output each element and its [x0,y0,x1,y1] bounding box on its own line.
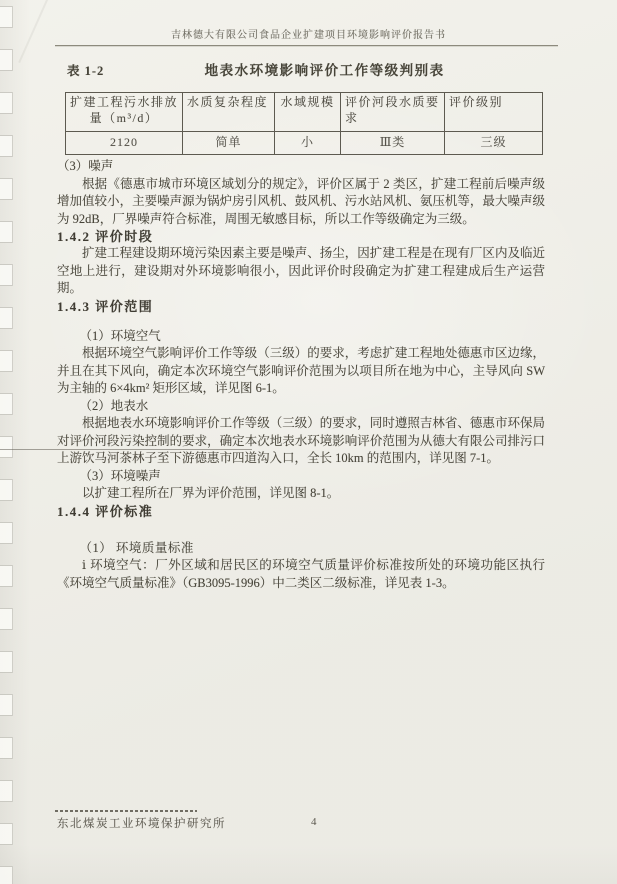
scope-surface-water-label: （2）地表水 [79,398,149,413]
col-header-assessment-grade: 评价级别 [445,93,543,132]
footer-organization: 东北煤炭工业环境保护研究所 [57,818,226,830]
value-river-quality-requirement: Ⅲ类 [341,132,445,155]
binding-holes-strip [0,6,12,884]
section-142-paragraph: 扩建工程建设期环境污染因素主要是噪声、扬尘，因扩建工程是在现有厂区内及临近空地上进行，建设期对外环境影响很小，因此评价时段确定为扩建工程建成后生产运营期。 [57,246,545,295]
col-header-water-area-scale: 水域规模 [275,93,341,132]
noise-paragraph: 根据《德惠市城市环境区域划分的规定》，评价区属于 2 类区，扩建工程前后噪声级增加值较小，主要噪声源为锅炉房引风机、鼓风机、污水站风机、氨压机等，最大噪声级为 92dB，厂界噪声符合标准，周围无敏感目标，所以工作等级确定为三级。 [57,176,545,226]
scope-surface-water-paragraph: 根据地表水环境影响评价工作等级（三级）的要求，同时遵照吉林省、德惠市环保局对评价河段污染控制的要求，确定本次地表水环境影响评价范围为从德大有限公司排污口上游饮马河茶林子至下游德惠市四道沟入口，全长 10km 的范围内，详见图 7-1。 [57,416,545,465]
col-header-sewage-discharge: 扩建工程污水排放量（m³/d） [66,93,183,132]
noise-item-label: （3）噪声 [57,159,114,173]
footer-rule [55,810,197,812]
value-water-quality-complexity: 简单 [183,132,275,155]
value-water-area-scale: 小 [275,132,341,155]
standard-paragraph: ⅰ 环境空气：厂外区域和居民区的环境空气质量评价标准按所处的环境功能区执行《环境空气质量标准》（GB3095-1996）中二类区二级标准，详见表 1-3。 [57,558,545,590]
section-heading-142: 1.4.2 评价时段 [57,229,154,244]
header-rule [55,45,558,46]
scope-noise-label: （3）环境噪声 [79,468,161,483]
col-header-river-quality-requirement: 评价河段水质要求 [341,93,445,132]
page-body [57,58,545,592]
col-header-water-quality-complexity: 水质复杂程度 [183,93,275,132]
running-header: 吉林德大有限公司食品企业扩建项目环境影响评价报告书 [171,30,446,41]
table-title: 地表水环境影响评价工作等级判别表 [204,63,445,78]
value-sewage-discharge: 2120 [66,132,183,155]
value-assessment-grade: 三级 [445,132,543,155]
scope-noise-paragraph: 以扩建工程所在厂界为评价范围，详见图 8-1。 [82,486,340,500]
table-header-row [66,93,543,132]
section-heading-144: 1.4.4 评价标准 [57,503,154,519]
page-number: 4 [311,816,317,828]
grade-judgement-table [65,92,543,155]
standard-sub-label: （1） 环境质量标准 [79,540,194,555]
binding-holes-edge [12,6,13,884]
section-heading-143: 1.4.3 评价范围 [57,298,154,314]
scope-air-label: （1）环境空气 [79,328,161,343]
table-caption [57,62,545,82]
scope-air-paragraph: 根据环境空气影响评价工作等级（三级）的要求，考虑扩建工程地处德惠市区边缘，并且在其下风向，确定本次环境空气影响评价范围为以项目所在地为中心，主导风向 SW 为主轴的 6×4km² 矩形区域，详见图 6-1。 [57,346,545,395]
table-label: 表 1-2 [67,64,105,78]
table-value-row [66,132,543,155]
